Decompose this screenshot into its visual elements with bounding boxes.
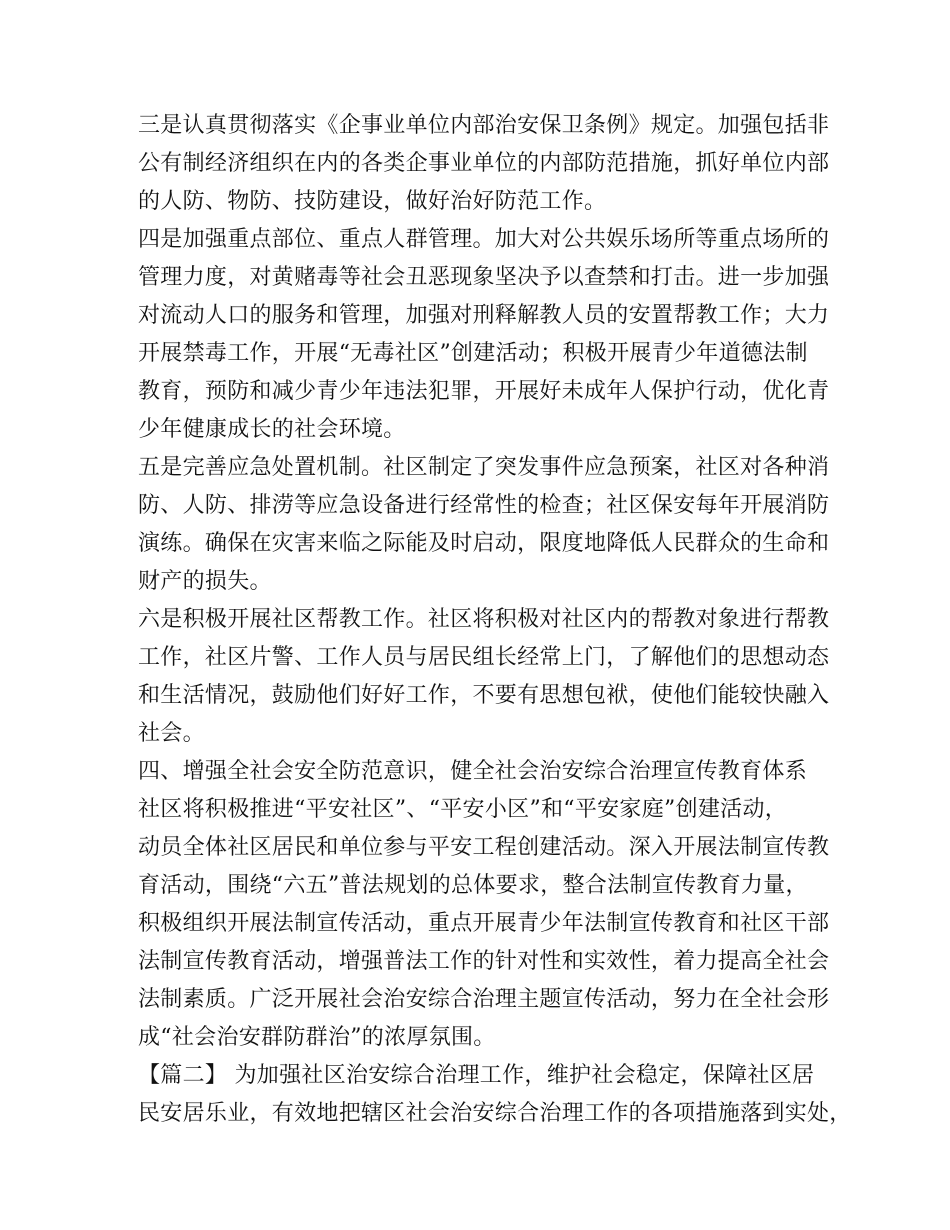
text-line: 四是加强重点部位、重点人群管理。加大对公共娱乐场所等重点场所的 [138, 227, 830, 252]
text-line: 工作，社区片警、工作人员与居民组长经常上门，了解他们的思想动态 [138, 645, 830, 670]
text-line: 防、人防、排涝等应急设备进行经常性的检查；社区保安每年开展消防 [138, 493, 830, 518]
text-line: 法制素质。广泛开展社会治安综合治理主题宣传活动，努力在全社会形 [138, 987, 830, 1012]
document-body [138, 107, 852, 1133]
text-line: 民安居乐业，有效地把辖区社会治安综合治理工作的各项措施落到实处， [138, 1101, 852, 1126]
text-line: 育活动，围绕“六五”普法规划的总体要求，整合法制宣传教育力量， [138, 873, 808, 898]
text-line: 五是完善应急处置机制。社区制定了突发事件应急预案，社区对各种消 [138, 455, 830, 480]
text-line: 公有制经济组织在内的各类企事业单位的内部防范措施，抓好单位内部 [138, 151, 830, 176]
text-line: 三是认真贯彻落实《企事业单位内部治安保卫条例》规定。加强包括非 [138, 113, 830, 138]
text-line: 演练。确保在灾害来临之际能及时启动，限度地降低人民群众的生命和 [138, 531, 830, 556]
text-line: 少年健康成长的社会环境。 [138, 417, 406, 442]
text-line: 的人防、物防、技防建设，做好治好防范工作。 [138, 189, 607, 214]
text-line: 法制宣传教育活动，增强普法工作的针对性和实效性，着力提高全社会 [138, 949, 830, 974]
text-line: 和生活情况，鼓励他们好好工作，不要有思想包袱，使他们能较快融入 [138, 683, 830, 708]
text-line: 六是积极开展社区帮教工作。社区将积极对社区内的帮教对象进行帮教 [138, 607, 830, 632]
text-line: 教育，预防和减少青少年违法犯罪，开展好未成年人保护行动，优化青 [138, 379, 830, 404]
text-line: 管理力度，对黄赌毒等社会丑恶现象坚决予以查禁和打击。进一步加强 [138, 265, 830, 290]
text-line: 社会。 [138, 721, 205, 746]
text-line: 对流动人口的服务和管理，加强对刑释解教人员的安置帮教工作；大力 [138, 303, 830, 328]
text-line: 成“社会治安群防群治”的浓厚氛围。 [138, 1025, 496, 1050]
text-line: 积极组织开展法制宣传活动，重点开展青少年法制宣传教育和社区干部 [138, 911, 830, 936]
text-line: 财产的损失。 [138, 569, 272, 594]
text-line: 【篇二】 为加强社区治安综合治理工作，维护社会稳定，保障社区居 [138, 1063, 815, 1088]
text-line: 开展禁毒工作，开展“无毒社区”创建活动；积极开展青少年道德法制 [138, 341, 808, 366]
text-line: 动员全体社区居民和单位参与平安工程创建活动。深入开展法制宣传教 [138, 835, 830, 860]
text-line: 社区将积极推进“平安社区”、“平安小区”和“平安家庭”创建活动， [138, 797, 788, 822]
section-heading: 四、增强全社会安全防范意识，健全社会治安综合治理宣传教育体系 [138, 759, 808, 784]
